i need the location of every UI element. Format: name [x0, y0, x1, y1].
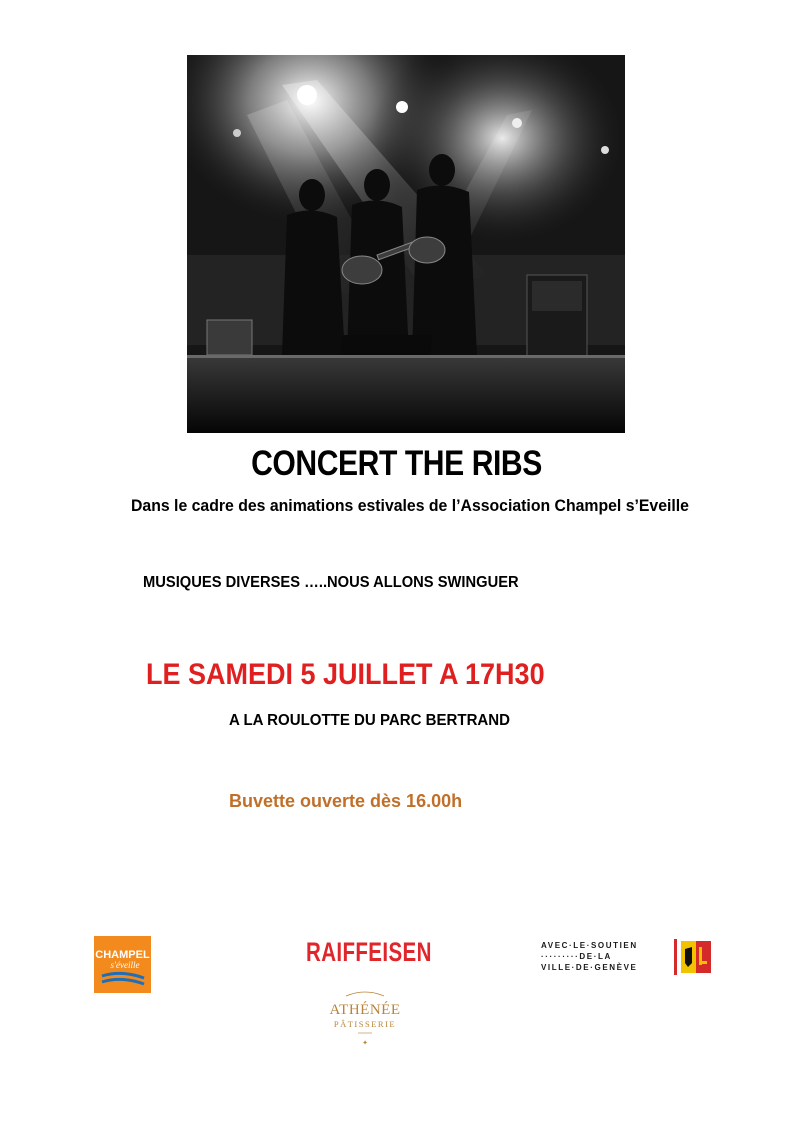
athenee-logo-name: ATHÉNÉE — [329, 1002, 401, 1018]
concert-photo-illustration — [187, 55, 625, 433]
athenee-logo-graphic — [324, 988, 406, 1048]
svg-text:✦: ✦ — [362, 1039, 368, 1047]
champel-logo-tagline: s'éveille — [110, 960, 140, 970]
ville-de-geneve-logo-graphic — [541, 937, 711, 977]
raiffeisen-logo: RAIFFEISEN — [306, 937, 432, 967]
event-date: LE SAMEDI 5 JUILLET A 17H30 — [146, 658, 545, 691]
event-subtitle: Dans le cadre des animations estivales de l’Association Champel s’Eveille — [131, 496, 689, 515]
geneve-logo-line1: AVEC·LE·SOUTIEN — [541, 941, 638, 950]
event-title: CONCERT THE RIBS — [251, 444, 542, 483]
athenee-logo-subtitle: PÂTISSERIE — [333, 1019, 397, 1029]
athenee-logo — [324, 988, 406, 1048]
concert-photo — [187, 55, 625, 433]
music-description: MUSIQUES DIVERSES …..NOUS ALLONS SWINGUER — [143, 574, 519, 591]
geneve-logo-line3: VILLE·DE·GENÈVE — [541, 963, 638, 972]
buvette-info: Buvette ouverte dès 16.00h — [229, 791, 463, 811]
geneve-logo-line2: ·········DE·LA — [541, 952, 612, 961]
champel-logo-graphic — [94, 936, 151, 993]
champel-logo-name: CHAMPEL — [95, 949, 150, 961]
champel-logo — [94, 936, 151, 993]
event-location: A LA ROULOTTE DU PARC BERTRAND — [229, 712, 511, 729]
ville-de-geneve-logo — [541, 937, 711, 977]
geneve-coat-of-arms-icon — [674, 939, 711, 975]
